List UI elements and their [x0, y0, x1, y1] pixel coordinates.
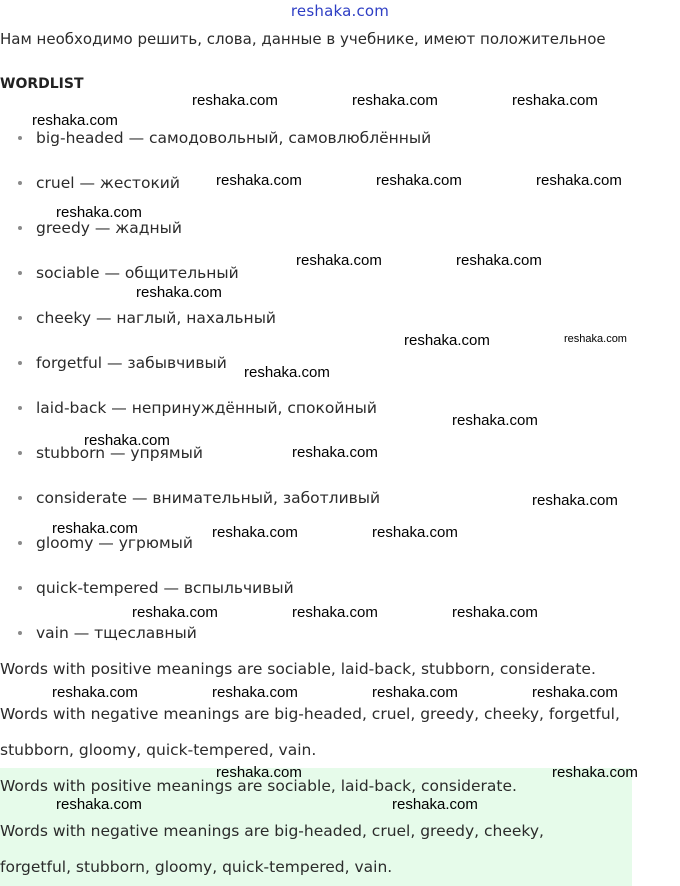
watermark: reshaka.com [376, 172, 462, 189]
watermark: reshaka.com [52, 520, 138, 537]
list-item: vain — тщеславный [18, 624, 197, 646]
bullet-icon [18, 226, 22, 230]
list-item: sociable — общительный [18, 264, 239, 286]
watermark: reshaka.com [452, 412, 538, 429]
watermark: reshaka.com [372, 684, 458, 701]
bullet-icon [18, 271, 22, 275]
bullet-icon [18, 181, 22, 185]
watermark: reshaka.com [244, 364, 330, 381]
watermark: reshaka.com [192, 92, 278, 109]
watermark: reshaka.com [216, 172, 302, 189]
watermark: reshaka.com [136, 284, 222, 301]
bullet-icon [18, 631, 22, 635]
bullet-icon [18, 406, 22, 410]
watermark: reshaka.com [512, 92, 598, 109]
watermark: reshaka.com [452, 604, 538, 621]
watermark: reshaka.com [132, 604, 218, 621]
list-item: cheeky — наглый, нахальный [18, 309, 276, 331]
bullet-icon [18, 136, 22, 140]
watermark: reshaka.com [56, 796, 142, 813]
watermark: reshaka.com [296, 252, 382, 269]
list-item: cruel — жестокий [18, 174, 180, 196]
watermark: reshaka.com [372, 524, 458, 541]
answer-negative-line: Words with negative meanings are big-headed, cruel, greedy, cheeky, [0, 822, 544, 840]
list-item: considerate — внимательный, заботливый [18, 489, 380, 511]
watermark: reshaka.com [532, 684, 618, 701]
watermark: reshaka.com [552, 764, 638, 781]
bullet-icon [18, 316, 22, 320]
positive-words-paragraph: Words with positive meanings are sociable, laid-back, stubborn, considerate. [0, 660, 596, 678]
watermark: reshaka.com [292, 604, 378, 621]
watermark: reshaka.com [392, 796, 478, 813]
watermark: reshaka.com [532, 492, 618, 509]
list-item: quick-tempered — вспыльчивый [18, 579, 294, 601]
negative-words-paragraph-continued: stubborn, gloomy, quick-tempered, vain. [0, 741, 317, 759]
watermark: reshaka.com [564, 333, 627, 345]
watermark: reshaka.com [404, 332, 490, 349]
bullet-icon [18, 541, 22, 545]
watermark: reshaka.com [536, 172, 622, 189]
answer-negative-line-continued: forgetful, stubborn, gloomy, quick-tempered, vain. [0, 858, 393, 876]
negative-words-paragraph: Words with negative meanings are big-headed, cruel, greedy, cheeky, forgetful, [0, 705, 620, 723]
watermark: reshaka.com [32, 112, 118, 129]
site-header-link[interactable]: reshaka.com [290, 2, 390, 20]
wordlist-heading: WORDLIST [0, 76, 84, 92]
watermark: reshaka.com [456, 252, 542, 269]
answer-positive-line: Words with positive meanings are sociable, laid-back, considerate. [0, 777, 517, 795]
bullet-icon [18, 451, 22, 455]
watermark: reshaka.com [216, 764, 302, 781]
list-item: stubborn — упрямый [18, 444, 203, 466]
list-item: forgetful — забывчивый [18, 354, 227, 376]
watermark: reshaka.com [352, 92, 438, 109]
list-item: laid-back — непринуждённый, спокойный [18, 399, 377, 421]
bullet-icon [18, 361, 22, 365]
intro-text: Нам необходимо решить, слова, данные в учебнике, имеют положительное [0, 30, 606, 48]
bullet-icon [18, 496, 22, 500]
watermark: reshaka.com [212, 524, 298, 541]
watermark: reshaka.com [292, 444, 378, 461]
watermark: reshaka.com [212, 684, 298, 701]
bullet-icon [18, 586, 22, 590]
list-item: big-headed — самодовольный, самовлюблённый [18, 129, 431, 151]
list-item: gloomy — угрюмый [18, 534, 193, 556]
list-item: greedy — жадный [18, 219, 182, 241]
watermark: reshaka.com [56, 204, 142, 221]
watermark: reshaka.com [52, 684, 138, 701]
watermark: reshaka.com [84, 432, 170, 449]
